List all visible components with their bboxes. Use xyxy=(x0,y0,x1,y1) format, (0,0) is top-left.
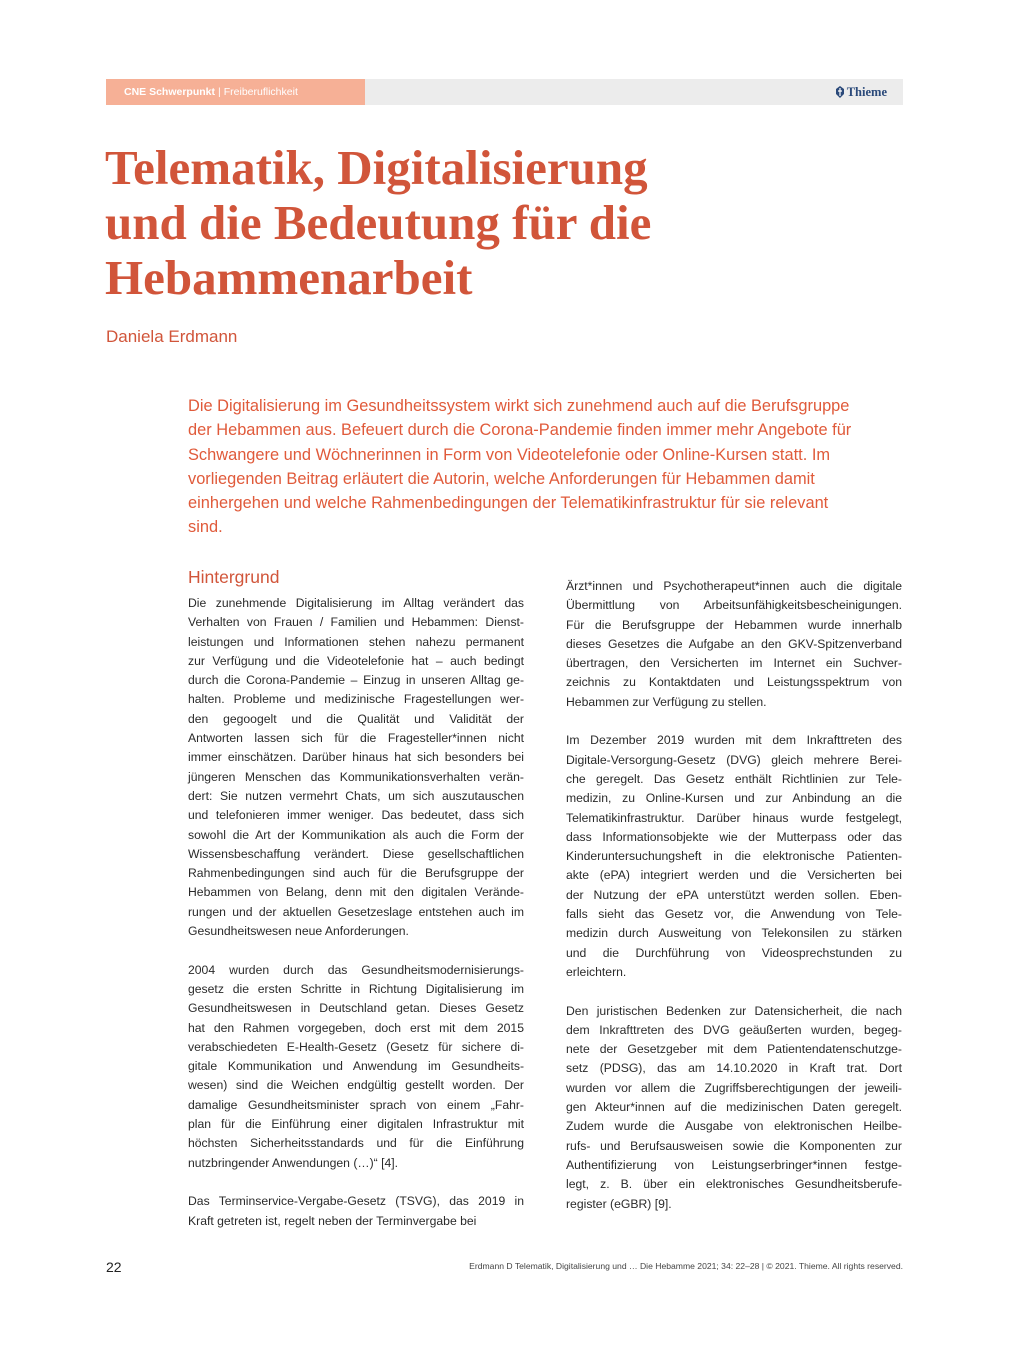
text-line: Kinderuntersuchungsheft in die elektronische Patienten- xyxy=(566,849,902,864)
text-line: dieses Gesetzes die Aufgabe an den GKV-Spitzenverband xyxy=(566,636,902,651)
text-line: halten. Probleme und medizinische Fragestellungen wer- xyxy=(188,692,524,707)
text-line: medizin, zu Online-Kursen und zur Anbindung an die xyxy=(566,791,902,806)
text-line: nutzbringender Anwendungen (…)“ [4]. xyxy=(188,1155,399,1170)
author-name: Daniela Erdmann xyxy=(106,327,238,346)
body-paragraph xyxy=(566,1002,902,1214)
text-line: gitale Kommunikation und Anwendung im Gesundheits- xyxy=(188,1059,524,1074)
text-line: legt, z. B. über ein elektronisches Gesundheitsberufe- xyxy=(566,1177,902,1192)
text-line: übertragen, den Versicherten im Internet ein Suchver- xyxy=(566,656,902,671)
section-label: CNE Schwerpunkt xyxy=(124,86,216,98)
text-line: Kraft getreten ist, regelt neben der Terminvergabe bei xyxy=(188,1213,477,1228)
section-separator: | xyxy=(218,86,221,98)
abstract-line: Schwangere und Wöchnerinnen in Form von Videotelefonie oder Online-Kursen statt. Im xyxy=(188,445,831,464)
abstract-line: vorliegenden Beitrag erläutert die Autorin, welche Anforderungen für Hebammen damit xyxy=(188,469,815,488)
body-paragraph xyxy=(188,961,524,1173)
text-line: durch die Corona-Pandemie – Einzug in unseren Alltag ge- xyxy=(188,673,524,688)
text-line: Im Dezember 2019 wurden mit dem Inkrafttreten des xyxy=(566,733,902,748)
citation-footer: Erdmann D Telematik, Digitalisierung und … Die Hebamme 2021; 34: 22–28 | © 2021. Thieme. All rights reserved. xyxy=(469,1261,903,1271)
text-line: medizin durch Ausweitung von Telekonsilen zu stärken xyxy=(566,926,902,941)
text-line: Hebammen von Belang, denn mit den digitalen Verände- xyxy=(188,885,524,900)
text-line: nete der Gesetzgeber mit dem Patientendatenschutzge- xyxy=(566,1042,902,1057)
text-line: Gesundheitswesen neue Anforderungen. xyxy=(188,924,409,939)
text-line: register (eGBR) [9]. xyxy=(566,1196,672,1211)
text-line: dert: Sie nutzen vermehrt Chats, um sich auszutauschen xyxy=(188,788,524,803)
text-line: Den juristischen Bedenken zur Datensicherheit, die nach xyxy=(566,1003,902,1018)
text-line: zeichnis zu Kontaktdaten und Leistungsspektrum von xyxy=(566,675,902,690)
text-line: Die zunehmende Digitalisierung im Alltag verändert das xyxy=(188,596,524,610)
running-header xyxy=(106,79,903,105)
text-line: Zudem wurde die Ausgabe von elektronischen Heilbe- xyxy=(566,1119,902,1134)
text-line: Digitale-Versorgung-Gesetz (DVG) gleich mehrere Berei- xyxy=(566,752,902,767)
text-line: erleichtern. xyxy=(566,964,627,979)
text-line: verabschiedeten E-Health-Gesetz (Gesetz für sichere di- xyxy=(188,1039,524,1054)
text-line: akte (ePA) integriert werden und die Versicherten bei xyxy=(566,868,902,883)
body-paragraph xyxy=(566,577,902,712)
text-line: rungen und der aktuellen Gesetzeslage entstehen auch im xyxy=(188,904,524,919)
text-line: setz (PDSG), das am 14.10.2020 in Kraft trat. Dort xyxy=(566,1061,902,1076)
right-column xyxy=(566,577,902,1233)
text-line: rufs- und Berufsausweisen sowie die Komponenten zur xyxy=(566,1138,902,1153)
topic-label: Freiberuflichkeit xyxy=(223,86,298,98)
text-line: und telefonieren immer weniger. Das bedeutet, dass sich xyxy=(188,808,524,823)
thieme-emblem-icon xyxy=(835,86,845,98)
abstract-line: einhergehen und welche Rahmenbedingungen der Telematikinfrastruktur für sie relevant xyxy=(188,494,829,513)
abstract-line: der Hebammen aus. Befeuert durch die Corona-Pandemie finden immer mehr Angebote für xyxy=(188,421,852,440)
text-line: den gegoogelt und die Qualität und Validität der xyxy=(188,711,524,726)
text-line: sowohl die Art der Kommunikation als auch die Form der xyxy=(188,827,524,842)
body-paragraph xyxy=(566,731,902,982)
text-line: Hebammen zur Verfügung zu stellen. xyxy=(566,694,767,709)
abstract-line: Die Digitalisierung im Gesundheitssystem wirkt sich zunehmend auch auf die Berufsgruppe xyxy=(188,397,850,415)
publisher-name: Thieme xyxy=(846,85,887,99)
text-line: Authentifizierung von Leistungserbringer*innen festge- xyxy=(566,1157,902,1172)
text-line: Gesundheitswesen in Deutschland getan. Dieses Gesetz xyxy=(188,1001,524,1016)
text-line: gen Akteur*innen auf die medizinischen Daten geregelt. xyxy=(566,1100,902,1115)
body-paragraph xyxy=(188,594,524,941)
section-tag xyxy=(106,79,365,105)
text-line: dass Informationsobjekte wie der Mutterpass oder das xyxy=(566,829,902,844)
text-line: Wissensbeschaffung verändert. Diese gesellschaftlichen xyxy=(188,846,524,861)
abstract-line: sind. xyxy=(188,518,223,537)
text-line: wesen) sind die Weichen endgültig gestellt worden. Der xyxy=(188,1078,524,1093)
text-line: leistungen und Informationen stehen nahezu permanent xyxy=(188,634,524,649)
title-line: Hebammenarbeit xyxy=(105,250,473,305)
article-title xyxy=(105,140,905,305)
text-line: jüngeren Menschen das Kommunikationsverhalten verän- xyxy=(188,769,524,784)
text-line: Ärzt*innen und Psychotherapeut*innen auch die digitale xyxy=(566,579,902,593)
text-line: Telematikinfrastruktur. Darüber hinaus wurde festgelegt, xyxy=(566,810,902,825)
text-line: damalige Gesundheitsminister sprach von einem „Fahr- xyxy=(188,1097,524,1112)
text-line: der Nutzung der ePA unterstützt werden sollen. Eben- xyxy=(566,887,902,902)
abstract xyxy=(188,394,906,540)
text-line: falls sieht das Gesetz vor, die Anwendung von Tele- xyxy=(566,907,902,922)
text-line: höchsten Sicherheitsstandards und für die Einführung xyxy=(188,1136,524,1151)
text-line: che geregelt. Das Gesetz enthält Richtlinien zur Tele- xyxy=(566,771,902,786)
text-line: Antworten lassen sich für die Fragesteller*innen nicht xyxy=(188,731,524,746)
text-line: plan für die Einführung einer digitalen Infrastruktur mit xyxy=(188,1117,524,1132)
text-line: 2004 wurden durch das Gesundheitsmodernisierungs- xyxy=(188,962,524,977)
section-heading: Hintergrund xyxy=(188,567,280,587)
title-line: und die Bedeutung für die xyxy=(105,195,652,250)
text-line: Rahmenbedingungen sind auch für die Berufsgruppe der xyxy=(188,866,524,881)
text-line: gesetz die ersten Schritte in Richtung Digitalisierung im xyxy=(188,981,524,996)
body-paragraph xyxy=(188,1192,524,1231)
title-line: Telematik, Digitalisierung xyxy=(105,140,648,195)
text-line: dem Inkrafttreten des DVG geäußerten wurden, begeg- xyxy=(566,1022,902,1037)
text-line: Das Terminservice-Vergabe-Gesetz (TSVG), das 2019 in xyxy=(188,1194,524,1209)
left-column xyxy=(188,566,524,1250)
text-line: Für die Berufsgruppe der Hebammen wurde innerhalb xyxy=(566,617,902,632)
text-line: immer einschätzen. Darüber hinaus hat sich besonders bei xyxy=(188,750,524,765)
page-number: 22 xyxy=(106,1259,122,1275)
text-line: und die Durchführung von Videosprechstunden zu xyxy=(566,945,902,960)
text-line: zur Verfügung und die Videotelefonie hat – auch bedingt xyxy=(188,653,524,668)
text-line: Übermittlung von Arbeitsunfähigkeitsbescheinigungen. xyxy=(566,598,902,613)
text-line: hat den Rahmen vorgegeben, doch erst mit dem 2015 xyxy=(188,1020,524,1035)
text-line: wurden vor allem die Zugriffsberechtigungen der jeweili- xyxy=(566,1080,902,1095)
text-line: Verhalten von Frauen / Familien und Hebammen: Dienst- xyxy=(188,615,524,630)
publisher-logo xyxy=(835,79,887,105)
